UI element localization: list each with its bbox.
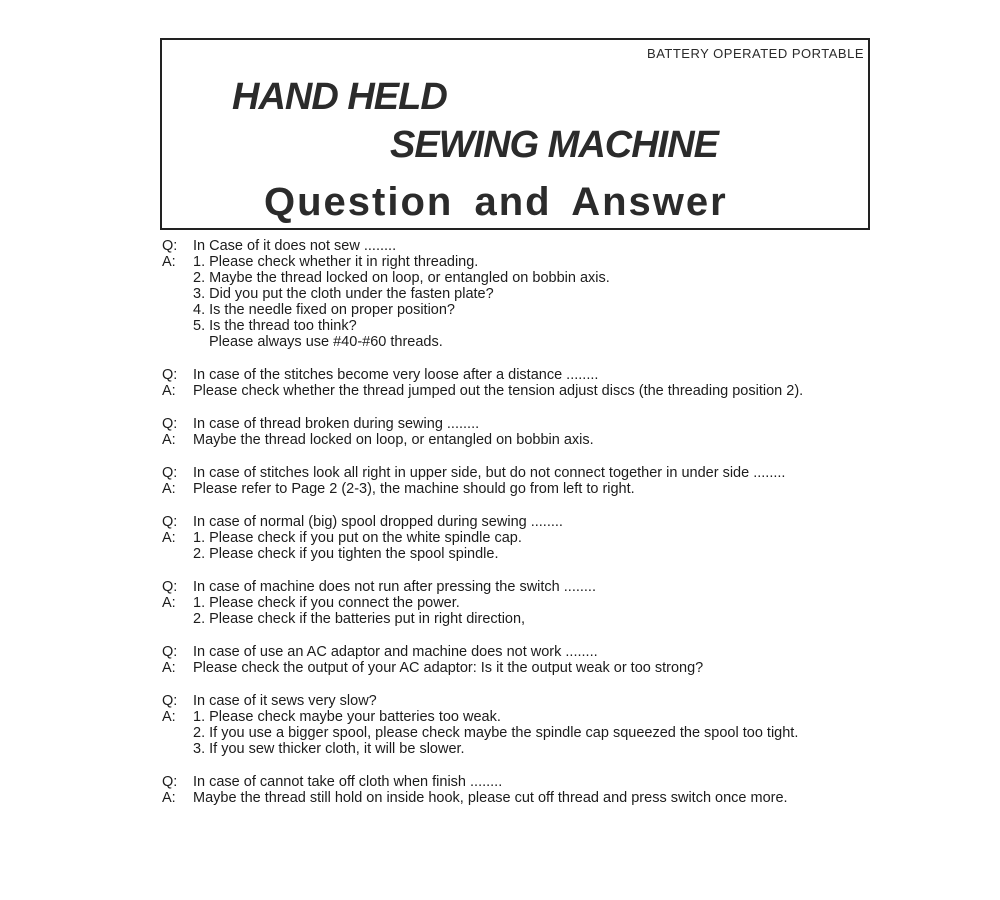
answer-row — [162, 530, 882, 546]
answer-row — [162, 432, 882, 448]
qa-block — [162, 579, 882, 627]
title-line-1: HAND HELD — [232, 76, 447, 118]
answer-label — [162, 318, 193, 334]
question-text: In case of machine does not run after pressing the switch ........ — [193, 579, 596, 595]
answer-label: A: — [162, 254, 176, 270]
qa-block — [162, 514, 882, 562]
answer-row — [162, 254, 882, 270]
answer-row — [162, 660, 882, 676]
answer-row — [162, 546, 882, 562]
answer-text: 1. Please check if you connect the power. — [193, 595, 460, 611]
answer-text: Maybe the thread still hold on inside hook, please cut off thread and press switch once more. — [193, 790, 788, 806]
qa-block — [162, 367, 882, 399]
qa-list — [162, 238, 882, 823]
answer-label — [162, 611, 193, 627]
answer-row — [162, 286, 882, 302]
answer-row — [162, 334, 882, 350]
qa-block — [162, 693, 882, 757]
answer-label: A: — [162, 595, 176, 611]
qa-block — [162, 774, 882, 806]
answer-text: 1. Please check maybe your batteries too weak. — [193, 709, 501, 725]
answer-label — [162, 302, 193, 318]
question-label: Q: — [162, 693, 178, 709]
answer-row — [162, 481, 882, 497]
question-text: In case of the stitches become very loose after a distance ........ — [193, 367, 599, 383]
question-label: Q: — [162, 579, 178, 595]
question-label: Q: — [162, 774, 178, 790]
question-row — [162, 367, 882, 383]
question-label: Q: — [162, 465, 178, 481]
answer-row — [162, 595, 882, 611]
answer-label — [162, 286, 193, 302]
question-row — [162, 238, 882, 254]
title-box — [160, 38, 870, 230]
answer-label — [162, 741, 193, 757]
qa-block — [162, 238, 882, 350]
answer-label: A: — [162, 481, 176, 497]
answer-label: A: — [162, 709, 176, 725]
answer-row — [162, 383, 882, 399]
question-text: In case of normal (big) spool dropped during sewing ........ — [193, 514, 563, 530]
answer-row — [162, 302, 882, 318]
qa-block — [162, 416, 882, 448]
subtitle: BATTERY OPERATED PORTABLE — [647, 46, 864, 61]
question-text: In case of cannot take off cloth when finish ........ — [193, 774, 503, 790]
answer-text: 5. Is the thread too think? — [193, 318, 357, 334]
answer-row — [162, 318, 882, 334]
question-text: In case of it sews very slow? — [193, 693, 377, 709]
answer-label: A: — [162, 790, 176, 806]
answer-text: Maybe the thread locked on loop, or entangled on bobbin axis. — [193, 432, 594, 448]
answer-label: A: — [162, 383, 176, 399]
qa-block — [162, 465, 882, 497]
question-row — [162, 514, 882, 530]
answer-text: Please check whether the thread jumped out the tension adjust discs (the threading position 2). — [193, 383, 804, 399]
question-text: In case of thread broken during sewing ........ — [193, 416, 480, 432]
answer-text: Please always use #40-#60 threads. — [209, 334, 443, 350]
question-row — [162, 465, 882, 481]
answer-text: 2. Please check if the batteries put in right direction, — [193, 611, 526, 627]
question-label: Q: — [162, 416, 178, 432]
question-row — [162, 416, 882, 432]
answer-label — [162, 270, 193, 286]
title-line-2: SEWING MACHINE — [390, 124, 718, 166]
answer-text: 3. If you sew thicker cloth, it will be slower. — [193, 741, 465, 757]
answer-label: A: — [162, 530, 176, 546]
answer-text: Please check the output of your AC adaptor: Is it the output weak or too strong? — [193, 660, 704, 676]
question-label: Q: — [162, 514, 178, 530]
question-row — [162, 644, 882, 660]
answer-text: 2. If you use a bigger spool, please check maybe the spindle cap squeezed the spool too tight. — [193, 725, 799, 741]
answer-label: A: — [162, 660, 176, 676]
answer-text: 4. Is the needle fixed on proper position? — [193, 302, 455, 318]
question-row — [162, 774, 882, 790]
answer-label — [162, 725, 193, 741]
answer-label — [162, 546, 193, 562]
answer-text: 3. Did you put the cloth under the fasten plate? — [193, 286, 494, 302]
answer-text: Please refer to Page 2 (2-3), the machine should go from left to right. — [193, 481, 635, 497]
qa-block — [162, 644, 882, 676]
answer-row — [162, 741, 882, 757]
answer-text: 2. Maybe the thread locked on loop, or entangled on bobbin axis. — [193, 270, 610, 286]
answer-label — [162, 334, 193, 350]
question-row — [162, 693, 882, 709]
answer-label: A: — [162, 432, 176, 448]
answer-text: 1. Please check if you put on the white spindle cap. — [193, 530, 522, 546]
answer-text: 1. Please check whether it in right threading. — [193, 254, 479, 270]
answer-text: 2. Please check if you tighten the spool spindle. — [193, 546, 499, 562]
question-label: Q: — [162, 644, 178, 660]
question-text: In case of use an AC adaptor and machine does not work ........ — [193, 644, 598, 660]
answer-row — [162, 709, 882, 725]
answer-row — [162, 270, 882, 286]
question-label: Q: — [162, 238, 178, 254]
title-line-3: Question and Answer — [264, 180, 728, 224]
answer-row — [162, 611, 882, 627]
answer-row — [162, 725, 882, 741]
answer-row — [162, 790, 882, 806]
question-label: Q: — [162, 367, 178, 383]
question-text: In Case of it does not sew ........ — [193, 238, 397, 254]
question-text: In case of stitches look all right in upper side, but do not connect together in under side ........ — [193, 465, 786, 481]
question-row — [162, 579, 882, 595]
